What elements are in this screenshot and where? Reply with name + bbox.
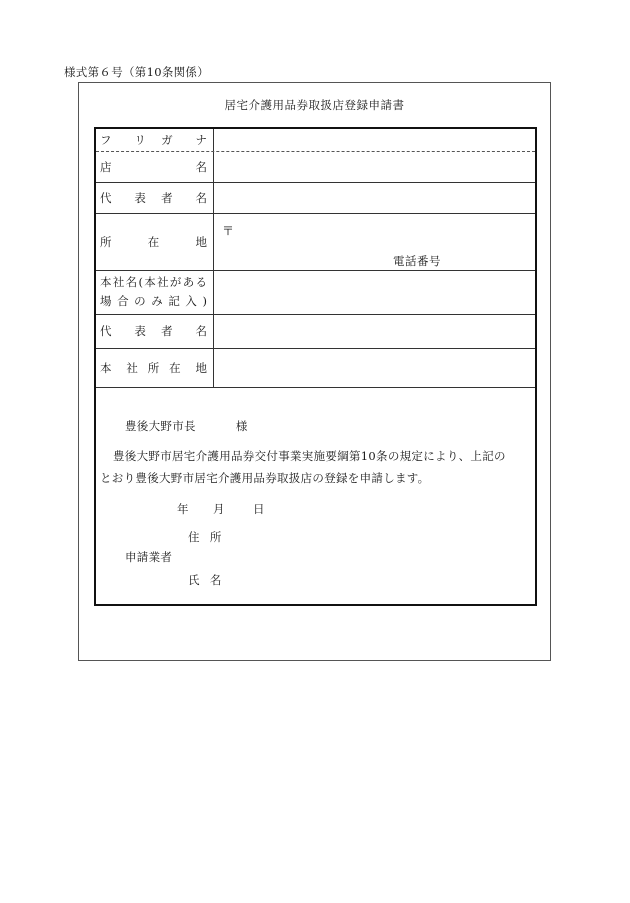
store-name-label: 店 名 (100, 159, 207, 174)
postal-mark: 〒 (222, 224, 235, 238)
phone-label: 電話番号 (393, 254, 441, 268)
head-office-address-field[interactable] (214, 349, 535, 387)
row-divider (96, 387, 535, 388)
document-title: 居宅介護用品券取扱店登録申請書 (224, 98, 405, 112)
applicant-role-label: 申請業者 (125, 550, 173, 564)
store-name-field[interactable] (214, 152, 535, 182)
body-text-line2: とおり豊後大野市居宅介護用品券取扱店の登録を申請します。 (100, 471, 430, 485)
registration-table (94, 127, 537, 606)
date-year: 年 (177, 502, 189, 516)
date-day: 日 (253, 502, 265, 516)
head-office-representative-label: 代 表 者 名 (100, 324, 207, 338)
date-month: 月 (213, 502, 225, 516)
address-field[interactable] (214, 214, 535, 270)
head-office-name-field[interactable] (214, 271, 535, 314)
head-office-address-label: 本 社 所 在 地 (100, 360, 208, 375)
furigana-field[interactable] (214, 129, 535, 151)
applicant-name-label: 氏 名 (188, 573, 222, 587)
representative-field[interactable] (214, 183, 535, 213)
applicant-address-label: 住 所 (188, 530, 222, 544)
furigana-label: フ リ ガ ナ (100, 133, 207, 147)
honorific: 様 (235, 419, 248, 433)
address-label: 所 在 地 (100, 234, 208, 249)
representative-label: 代 表 者 名 (100, 190, 207, 205)
head-office-name-label: 本 社 名 ( 本 社 が あ る 場 合 の み 記 入 ) (100, 275, 207, 308)
form-frame (78, 82, 551, 661)
body-text-line1: 豊後大野市居宅介護用品券交付事業実施要綱第10条の規定により、上記の (113, 449, 506, 463)
addressee: 豊後大野市長 様 (125, 419, 248, 433)
head-office-representative-field[interactable] (214, 315, 535, 348)
form-number: 様式第６号（第10条関係） (64, 65, 210, 79)
